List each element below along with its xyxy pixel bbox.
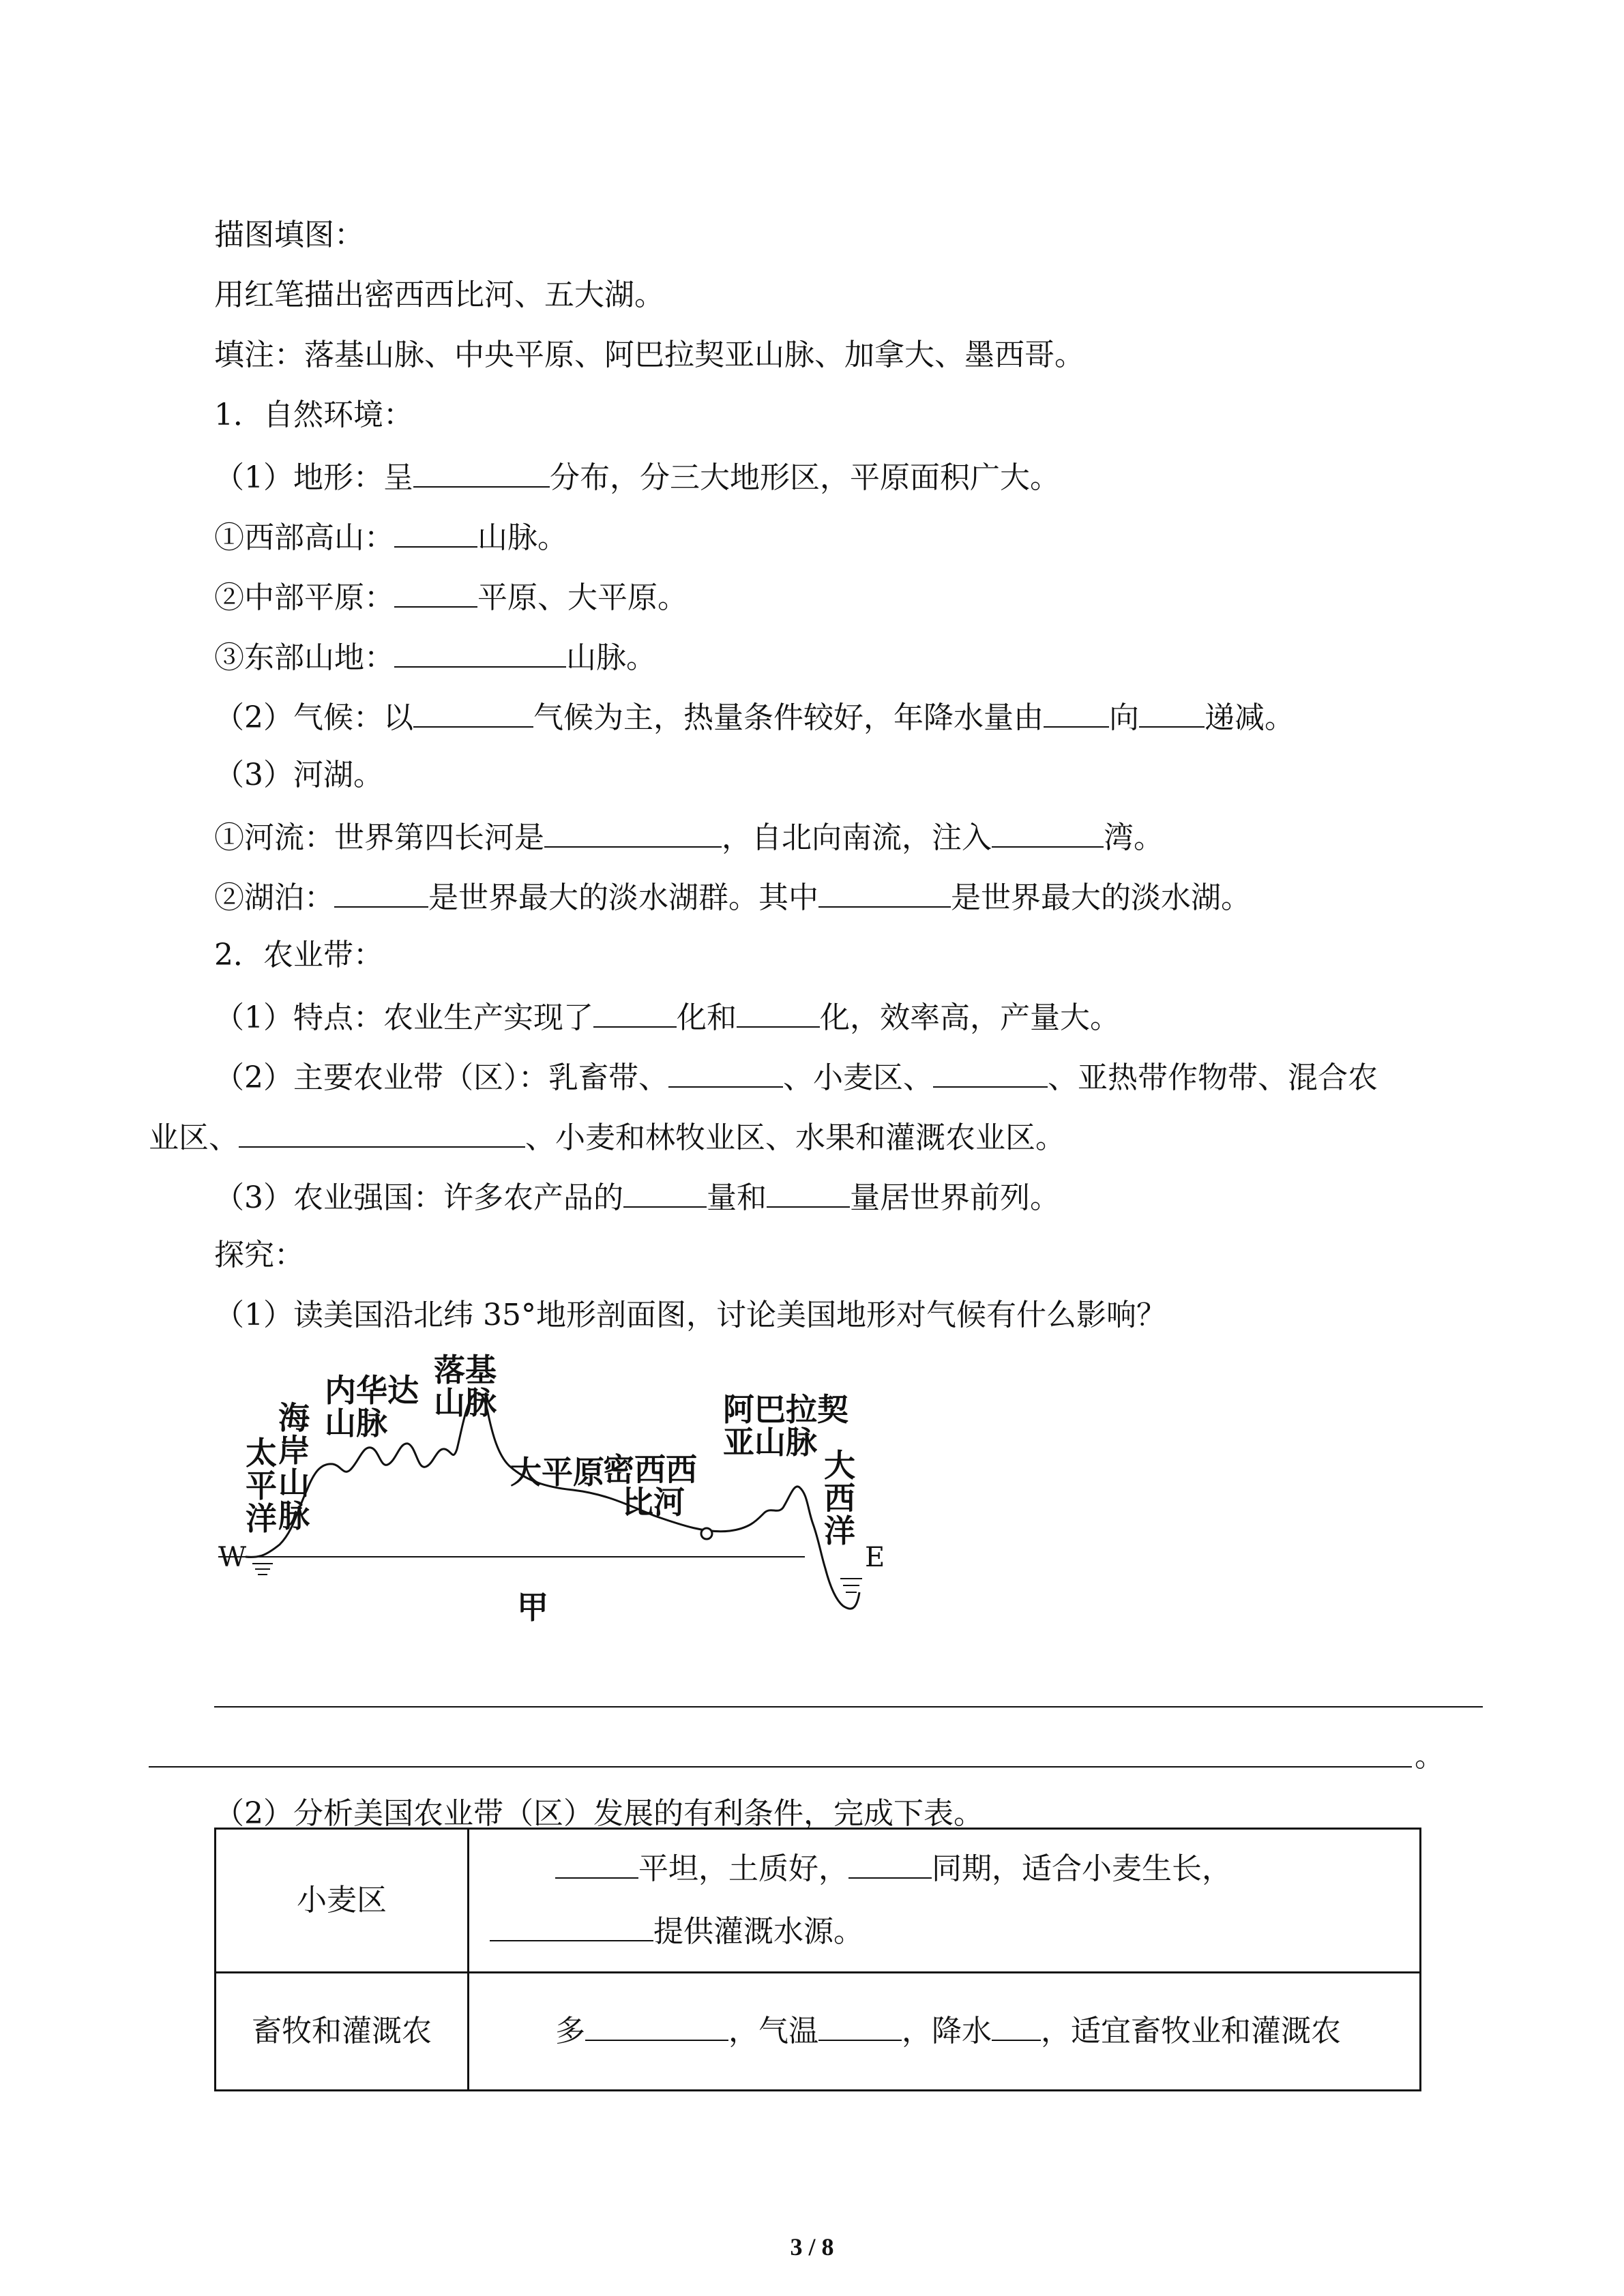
river-text-a: ①河流：世界第四长河是: [214, 820, 544, 855]
coast-range-label: [278, 1399, 310, 1534]
lake-text-c: 是世界最大的淡水湖。: [951, 880, 1251, 915]
svg-text:山: 山: [278, 1465, 310, 1502]
rocky-label: [434, 1354, 497, 1421]
mississippi-label: [603, 1451, 697, 1521]
terrain-blank[interactable]: [413, 456, 550, 488]
svg-text:亚山脉: 亚山脉: [723, 1424, 817, 1461]
wheat-text-b: 同期，适合小麦生长，: [932, 1851, 1232, 1886]
feature-blank-1[interactable]: [593, 996, 677, 1028]
wheat-label: 小麦区: [216, 1829, 469, 1973]
west-label: W: [218, 1542, 247, 1573]
belts-text-c: 、亚热带作物带、混合农: [1048, 1060, 1378, 1095]
livestock-text-b: ，气温: [728, 2014, 818, 2048]
belts-line-1: [214, 1056, 1378, 1097]
section2-title: 2．农业带：: [214, 938, 383, 972]
livestock-text-c: ，降水: [902, 2014, 992, 2048]
livestock-blank-2[interactable]: [818, 2010, 902, 2041]
svg-text:洋: 洋: [246, 1500, 277, 1537]
great-plains-label: 大平原: [510, 1454, 604, 1491]
lake-blank-1[interactable]: [334, 876, 428, 908]
climate-text-a: （2）气候：以: [214, 700, 413, 735]
feature-text-a: （1）特点：农业生产实现了: [214, 1000, 593, 1035]
east-text-a: ③东部山地：: [214, 640, 394, 675]
central-line: [214, 576, 688, 617]
wheat-blank-3[interactable]: [490, 1910, 653, 1941]
power-text-a: （3）农业强国：许多农产品的: [214, 1180, 623, 1215]
svg-text:太: 太: [246, 1435, 277, 1472]
west-text-b: 山脉。: [477, 520, 567, 555]
atlantic-label: [824, 1447, 855, 1549]
power-text-c: 量居世界前列。: [850, 1180, 1060, 1215]
page-number: 3 / 8: [790, 2233, 834, 2261]
feature-line: [214, 996, 1120, 1037]
river-blank-1[interactable]: [544, 816, 722, 848]
task-draw: 用红笔描出密西西比河、五大湖。: [214, 278, 664, 312]
svg-text:海: 海: [278, 1399, 310, 1436]
river-text-c: 湾。: [1104, 820, 1164, 855]
lake-blank-2[interactable]: [818, 876, 951, 908]
east-text-b: 山脉。: [566, 640, 656, 675]
belts-text-a: （2）主要农业带（区）：乳畜带、: [214, 1060, 668, 1095]
central-blank[interactable]: [394, 576, 477, 608]
livestock-blank-3[interactable]: [992, 2010, 1041, 2041]
answer-line-1[interactable]: [214, 1706, 1483, 1708]
terrain-text-b: 分布，分三大地形区，平原面积广大。: [550, 460, 1060, 495]
svg-text:岸: 岸: [278, 1432, 310, 1469]
table-row-wheat: [216, 1829, 1421, 1973]
svg-text:西: 西: [824, 1480, 855, 1517]
central-text-b: 平原、大平原。: [477, 580, 688, 615]
svg-text:比河: 比河: [622, 1484, 685, 1521]
feature-blank-2[interactable]: [737, 996, 820, 1028]
livestock-label: 畜牧和灌溉农: [216, 1973, 469, 2091]
climate-blank-3[interactable]: [1139, 696, 1205, 728]
task-title: 描图填图：: [214, 218, 364, 252]
east-blank[interactable]: [394, 636, 566, 668]
answer-line-2[interactable]: [149, 1766, 1412, 1768]
east-line: [214, 636, 656, 677]
belts-blank-3[interactable]: [239, 1116, 525, 1148]
wheat-conditions: [469, 1829, 1421, 1973]
climate-text-b: 气候为主，热量条件较好，年降水量由: [533, 700, 1044, 735]
belts-blank-2[interactable]: [933, 1056, 1048, 1088]
atlantic-water-marks: [840, 1579, 862, 1592]
wheat-blank-1[interactable]: [555, 1847, 638, 1879]
svg-text:内华达: 内华达: [325, 1372, 419, 1409]
power-blank-1[interactable]: [623, 1176, 707, 1208]
wheat-text-a: 平坦，土质好，: [638, 1851, 848, 1886]
pacific-label: [246, 1435, 277, 1537]
terrain-line: [214, 456, 1060, 497]
wheat-text-c: 提供灌溉水源。: [653, 1914, 863, 1949]
explore-title: 探究：: [214, 1238, 304, 1272]
belts-text-d: 业区、: [149, 1120, 239, 1155]
svg-text:密西西: 密西西: [603, 1451, 697, 1488]
east-label: E: [865, 1542, 885, 1573]
feature-text-c: 化，效率高，产量大。: [820, 1000, 1120, 1035]
climate-line: [214, 696, 1295, 737]
svg-text:落基: 落基: [434, 1354, 497, 1388]
climate-text-d: 递减。: [1205, 700, 1295, 735]
question-1: （1）读美国沿北纬 35°地形剖面图，讨论美国地形对气候有什么影响？: [214, 1298, 1166, 1332]
answer-end-period: 。: [1415, 1739, 1445, 1774]
livestock-text-a: 多: [555, 2014, 585, 2048]
svg-text:山脉: 山脉: [325, 1405, 387, 1442]
svg-text:大: 大: [824, 1447, 855, 1484]
nevada-label: [325, 1372, 419, 1442]
question-2: （2）分析美国农业带（区）发展的有利条件，完成下表。: [214, 1796, 984, 1831]
agri-conditions-table: [214, 1828, 1421, 2091]
livestock-text-d: ，适宜畜牧业和灌溉农: [1041, 2014, 1341, 2048]
mississippi-river-marker: [701, 1528, 712, 1539]
belts-text-e: 、小麦和林牧业区、水果和灌溉农业区。: [525, 1120, 1065, 1155]
terrain-profile-figure: [205, 1354, 928, 1647]
river-blank-2[interactable]: [992, 816, 1104, 848]
feature-text-b: 化和: [677, 1000, 737, 1035]
table-row-livestock: [216, 1973, 1421, 2091]
belts-blank-1[interactable]: [668, 1056, 783, 1088]
lake-text-a: ②湖泊：: [214, 880, 334, 915]
lake-line: [214, 876, 1251, 917]
svg-text:脉: 脉: [278, 1497, 310, 1534]
power-line: [214, 1176, 1060, 1217]
climate-blank-1[interactable]: [413, 696, 533, 728]
power-text-b: 量和: [707, 1180, 767, 1215]
rivers-title: （3）河湖。: [214, 758, 383, 792]
west-line: [214, 516, 567, 557]
climate-blank-2[interactable]: [1044, 696, 1109, 728]
belts-line-2: [149, 1116, 1065, 1157]
svg-text:洋: 洋: [824, 1512, 855, 1549]
river-text-b: ，自北向南流，注入: [722, 820, 992, 855]
lake-text-b: 是世界最大的淡水湖群。其中: [428, 880, 818, 915]
west-text-a: ①西部高山：: [214, 520, 394, 555]
livestock-blank-1[interactable]: [585, 2010, 728, 2041]
livestock-conditions: [469, 1973, 1421, 2091]
svg-text:平: 平: [246, 1467, 277, 1504]
river-line: [214, 816, 1164, 857]
climate-text-c: 向: [1109, 700, 1139, 735]
west-blank[interactable]: [394, 516, 477, 548]
belts-text-b: 、小麦区、: [783, 1060, 933, 1095]
central-text-a: ②中部平原：: [214, 580, 394, 615]
power-blank-2[interactable]: [767, 1176, 850, 1208]
pacific-water-marks: [252, 1564, 273, 1575]
svg-text:阿巴拉契: 阿巴拉契: [723, 1391, 848, 1428]
svg-text:山脉: 山脉: [434, 1384, 497, 1421]
task-fill: 填注：落基山脉、中央平原、阿巴拉契亚山脉、加拿大、墨西哥。: [214, 338, 1084, 372]
terrain-text-a: （1）地形：呈: [214, 460, 413, 495]
section1-title: 1．自然环境：: [214, 398, 413, 432]
figure-caption: 甲: [517, 1589, 548, 1626]
wheat-blank-2[interactable]: [848, 1847, 932, 1879]
